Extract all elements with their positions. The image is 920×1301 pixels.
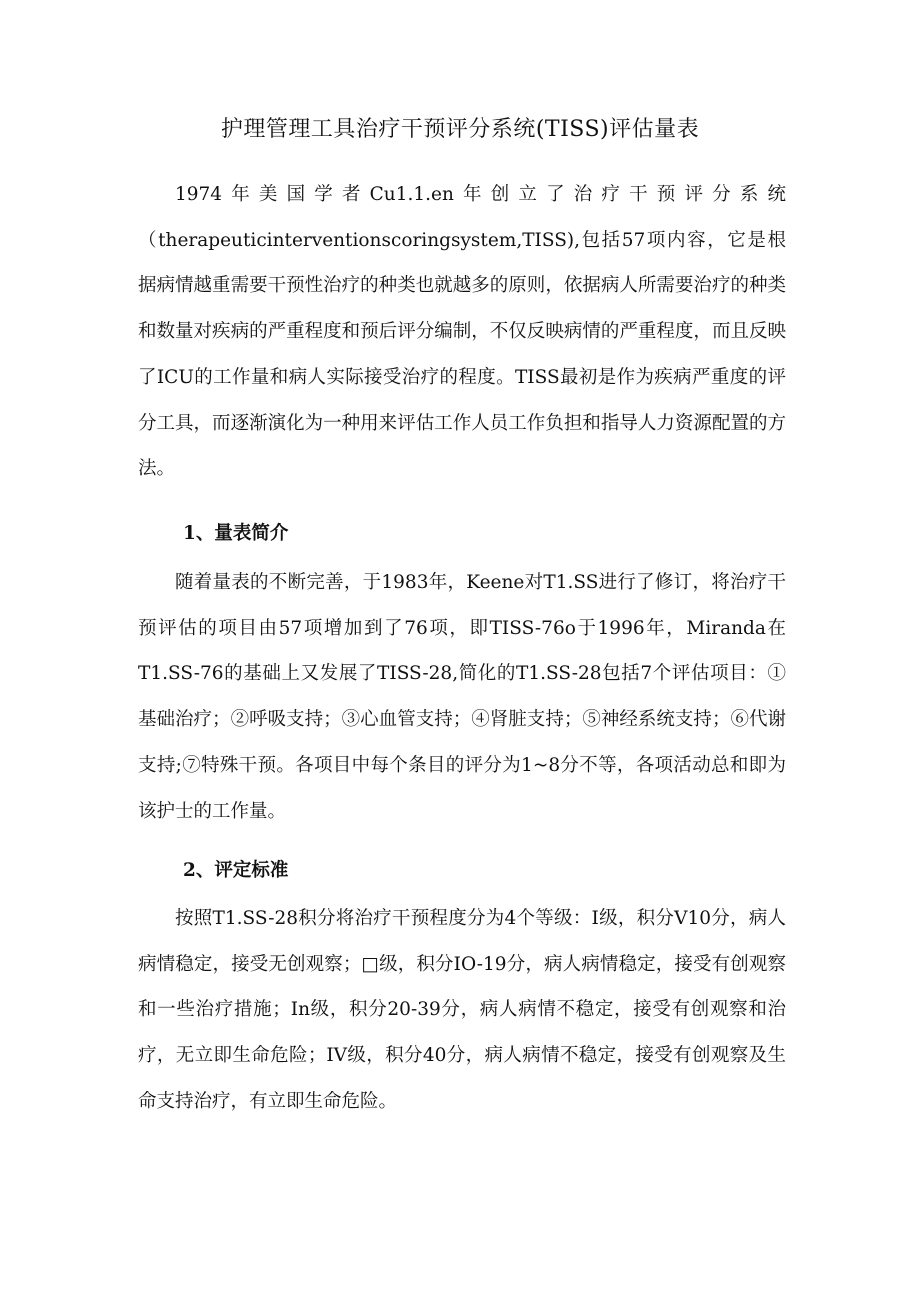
section-heading-criteria: 2、评定标准 (183, 860, 289, 881)
section-paragraph-intro: 随着量表的不断完善，于1983年，Keene对T1.SS进行了修订，将治疗干预评估的项目由57项增加到了76项，即TISS-76o于1996年，Miranda在T1.SS-76的基础上又发展了TISS-28,简化的T1.SS-28包括7个评估项目：①基础治疗；②呼吸支持；③心血管支持；④肾脏支持；⑤神经系统支持；⑥代谢支持;⑦特殊干预。各项目中每个条目的评分为1~8分不等，各项活动总和即为该护士的工作量。 (138, 572, 786, 822)
section-heading-intro: 1、量表简介 (183, 523, 289, 544)
section-paragraph-criteria: 按照T1.SS-28积分将治疗干预程度分为4个等级：I级，积分V10分，病人病情稳定，接受无创观察；□级，积分IO-19分，病人病情稳定，接受有创观察和一些治疗措施；In级，积分20-39分，病人病情不稳定，接受有创观察和治疗，无立即生命危险；IV级，积分40分，病人病情不稳定，接受有创观察及生命支持治疗，有立即生命危险。 (138, 908, 786, 1112)
intro-paragraph: 1974年美国学者Cu1.1.en年创立了治疗干预评分系统（therapeuticinterventionscoringsystem,TISS),包括57项内容，它是根据病情越重需要干预性治疗的种类也就越多的原则，依据病人所需要治疗的种类和数量对疾病的严重程度和预后评分编制，不仅反映病情的严重程度，而且反映了ICU的工作量和病人实际接受治疗的程度。TISS最初是作为疾病严重度的评分工具，而逐渐演化为一种用来评估工作人员工作负担和指导人力资源配置的方法。 (138, 184, 786, 480)
document-title: 护理管理工具治疗干预评分系统(TISS)评估量表 (220, 117, 700, 142)
